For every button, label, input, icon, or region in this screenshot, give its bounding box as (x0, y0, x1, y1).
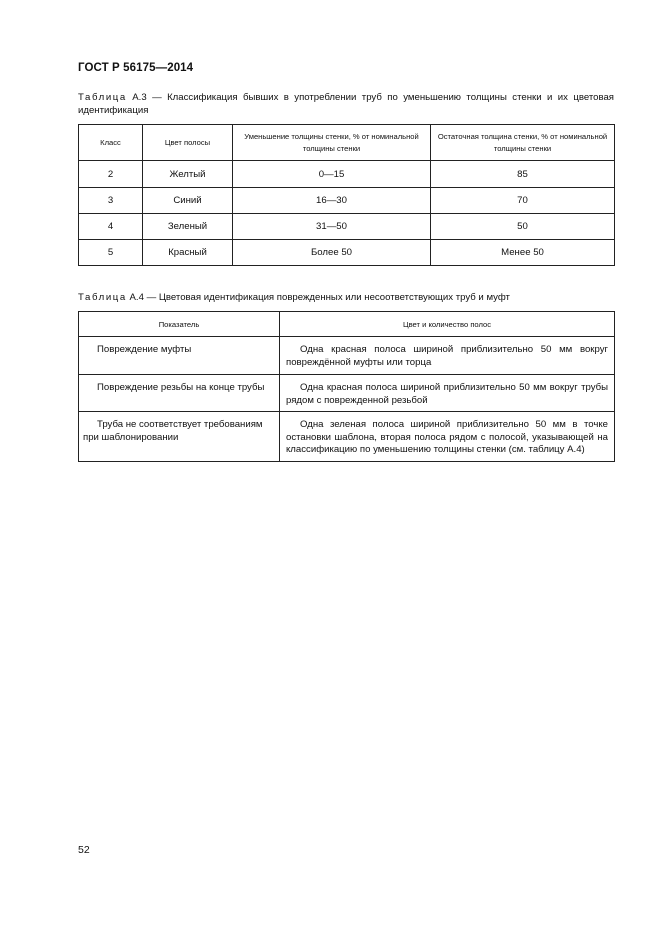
cell-stripe-description: Одна зеленая полоса шириной приблизительно 50 мм в точке остановки шаблона, вторая полоса рядом с полосой, указывающей на классификацию по уменьшению толщины стенки (см. таблицу А.4) (280, 412, 615, 462)
table-row (79, 337, 615, 375)
column-header-indicator: Показатель (79, 312, 280, 337)
table-row (79, 375, 615, 412)
table-row (79, 240, 615, 266)
cell-remaining: 50 (431, 214, 615, 240)
table-a4-caption (78, 292, 614, 305)
cell-reduction: 16—30 (233, 188, 431, 214)
table-row (79, 412, 615, 462)
table-row (79, 214, 615, 240)
column-header-wall-reduction: Уменьшение толщины стенки, % от номинальной толщины стенки (233, 125, 431, 161)
cell-class: 3 (79, 188, 143, 214)
cell-stripe-description: Одна красная полоса шириной приблизительно 50 мм вокруг трубы рядом с поврежденной резьбой (280, 375, 615, 412)
cell-remaining: 70 (431, 188, 615, 214)
caption-text: А.4 — Цветовая идентификация поврежденных или несоответствующих труб и муфт (129, 292, 510, 303)
table-a3 (78, 124, 615, 266)
cell-class: 2 (79, 161, 143, 188)
cell-color: Красный (143, 240, 233, 266)
page-number: 52 (78, 844, 90, 856)
caption-prefix: Таблица (78, 92, 127, 103)
table-header-row (79, 312, 615, 337)
table-row (79, 161, 615, 188)
cell-class: 4 (79, 214, 143, 240)
caption-text: А.3 — Классификация бывших в употреблении труб по уменьшению толщины стенки и их цветовая идентификация (78, 92, 614, 116)
table-row (79, 188, 615, 214)
column-header-class: Класс (79, 125, 143, 161)
column-header-remaining-wall: Остаточная толщина стенки, % от номинальной толщины стенки (431, 125, 615, 161)
caption-prefix: Таблица (78, 292, 127, 303)
cell-class: 5 (79, 240, 143, 266)
cell-remaining: 85 (431, 161, 615, 188)
cell-reduction: Более 50 (233, 240, 431, 266)
cell-reduction: 31—50 (233, 214, 431, 240)
table-a4 (78, 311, 615, 462)
table-header-row (79, 125, 615, 161)
column-header-stripe-color-count: Цвет и количество полос (280, 312, 615, 337)
table-a3-caption (78, 92, 614, 117)
cell-color: Желтый (143, 161, 233, 188)
cell-color: Синий (143, 188, 233, 214)
column-header-stripe-color: Цвет полосы (143, 125, 233, 161)
cell-reduction: 0—15 (233, 161, 431, 188)
cell-color: Зеленый (143, 214, 233, 240)
cell-remaining: Менее 50 (431, 240, 615, 266)
cell-indicator: Труба не соответствует требованиям при шаблонировании (79, 412, 280, 462)
cell-stripe-description: Одна красная полоса шириной приблизительно 50 мм вокруг повреждённой муфты или торца (280, 337, 615, 375)
document-header: ГОСТ Р 56175—2014 (78, 62, 194, 74)
cell-indicator: Повреждение муфты (79, 337, 280, 375)
cell-indicator: Повреждение резьбы на конце трубы (79, 375, 280, 412)
